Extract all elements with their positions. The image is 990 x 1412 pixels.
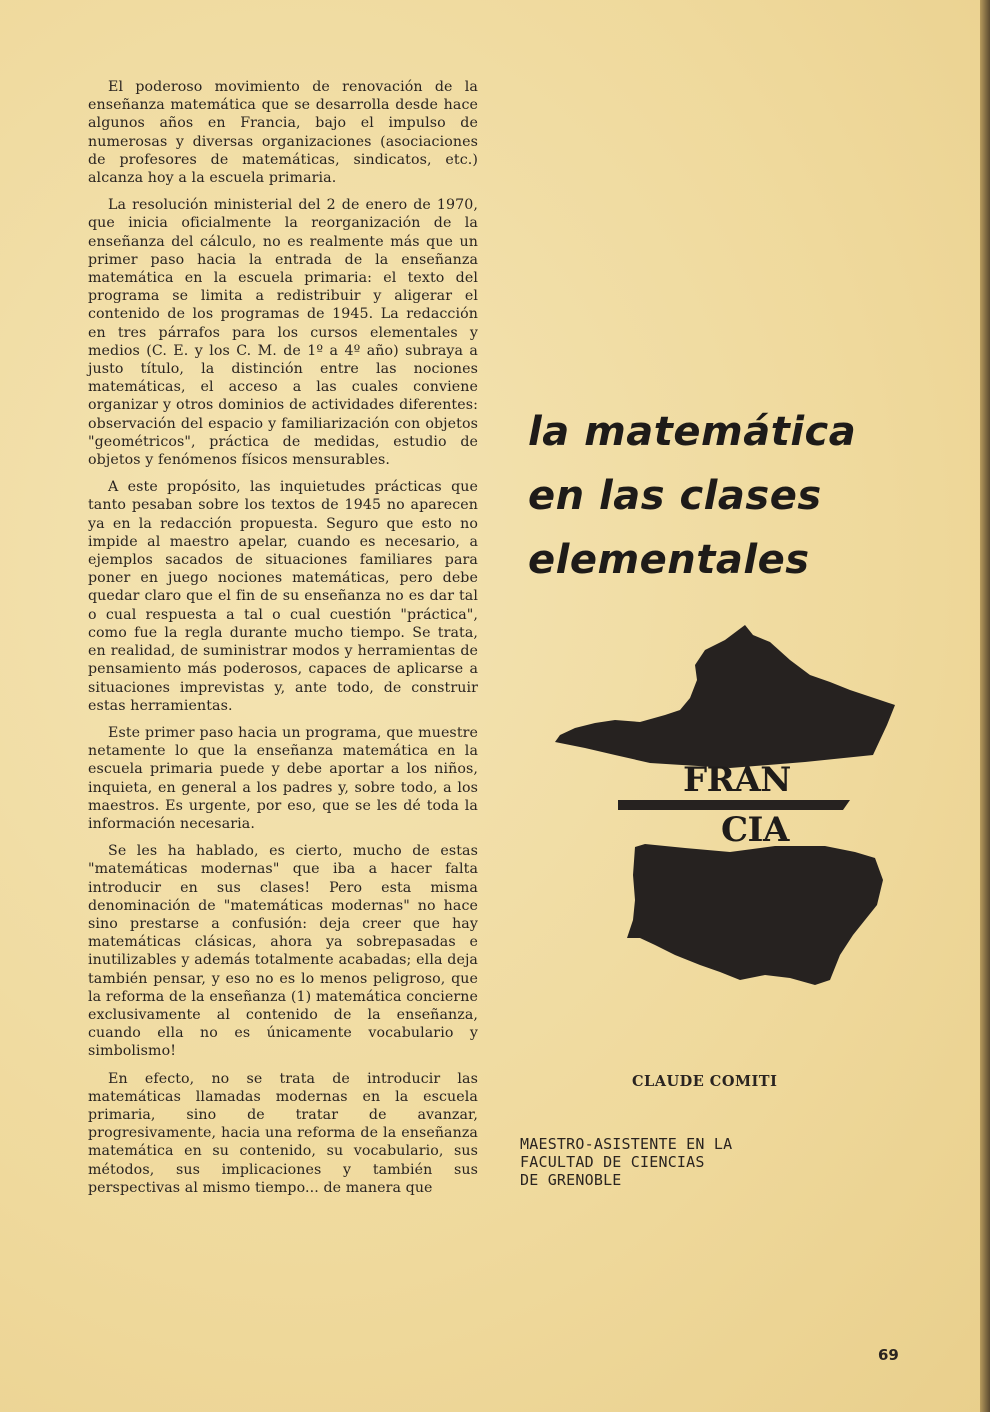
map-label-top: FRAN	[683, 760, 791, 800]
title-line-2: en las clases	[528, 473, 822, 519]
paragraph-4: Este primer paso hacia un programa, que muestre netamente lo que la enseñanza matemática en la escuela primaria puede y debe aportar a los niños, inquieta, en general a los padres y, sobre todo, a los maestros. Es urgente, por eso, que se les dé toda la información necesaria.	[88, 724, 478, 832]
page-number: 69	[878, 1346, 899, 1364]
map-upper-half	[555, 625, 895, 768]
affiliation-line-3: DE GRENOBLE	[520, 1171, 622, 1189]
article-title	[528, 400, 948, 592]
author-affiliation	[520, 1135, 820, 1189]
map-label-bottom: CIA	[721, 810, 789, 850]
france-map-illustration	[555, 620, 900, 990]
title-line-1: la matemática	[528, 409, 857, 455]
france-map-icon	[555, 620, 900, 990]
map-middle-bar	[618, 800, 850, 810]
affiliation-line-2: FACULTAD DE CIENCIAS	[520, 1153, 705, 1171]
article-body	[88, 78, 478, 1206]
paragraph-6: En efecto, no se trata de introducir las matemáticas llamadas modernas en la escuela primaria, sino de tratar de avanzar, progresivamente, hacia una reforma de la enseñanza matemática en su contenido, su vocabulario, sus métodos, sus implicaciones y también sus perspectivas al mismo tiempo... de manera que	[88, 1070, 478, 1196]
paragraph-3: A este propósito, las inquietudes prácticas que tanto pesaban sobre los textos de 1945 no aparecen ya en la redacción propuesta. Seguro que esto no impide al maestro apelar, cuando es necesario, a ejemplos sacados de situaciones familiares para poner en juego nociones matemáticas, pero debe quedar claro que el fin de su enseñanza no es dar tal o cual respuesta a tal o cual cuestión "práctica", como fue la regla durante mucho tiempo. Se trata, en realidad, de suministrar modos y herramientas de pensamiento más poderosos, capaces de aplicarse a situaciones imprevistas y, ante todo, de construir estas herramientas.	[88, 479, 478, 714]
paragraph-2: La resolución ministerial del 2 de enero de 1970, que inicia oficialmente la reorganización de la enseñanza del cálculo, no es realmente más que un primer paso hacia la entrada de la enseñanza matemática en la escuela primaria: el texto del programa se limita a redistribuir y aligerar el contenido de los programas de 1945. La redacción en tres párrafos para los cursos elementales y medios (C. E. y los C. M. de 1º a 4º año) subraya a justo título, la distinción entre las nociones matemáticas, el acceso a las cuales conviene organizar y otros dominios de actividades diferentes: observación del espacio y familiarización con objetos "geométricos", práctica de medidas, estudio de objetos y fenómenos físicos mensurables.	[88, 197, 478, 469]
map-lower-half	[627, 844, 883, 985]
paragraph-1: El poderoso movimiento de renovación de la enseñanza matemática que se desarrolla desde hace algunos años en Francia, bajo el impulso de numerosas y diversas organizaciones (asociaciones de profesores de matemáticas, sindicatos, etc.) alcanza hoy a la escuela primaria.	[88, 79, 478, 187]
page-edge	[980, 0, 990, 1412]
title-line-3: elementales	[528, 537, 810, 583]
author-name: CLAUDE COMITI	[632, 1073, 778, 1090]
paragraph-5: Se les ha hablado, es cierto, mucho de estas "matemáticas modernas" que iba a hacer falta introducir en sus clases! Pero esta misma denominación de "matemáticas modernas" no hace sino prestarse a confusión: deja creer que hay matemáticas clásicas, ahora ya sobrepasadas e inutilizables y además totalmente acabadas; ella deja también pensar, y eso no es lo menos peligroso, que la reforma de la enseñanza (1) matemática concierne exclusivamente al contenido de la enseñanza, cuando ella no es únicamente vocabulario y simbolismo!	[88, 843, 478, 1060]
affiliation-line-1: MAESTRO-ASISTENTE EN LA	[520, 1135, 733, 1153]
